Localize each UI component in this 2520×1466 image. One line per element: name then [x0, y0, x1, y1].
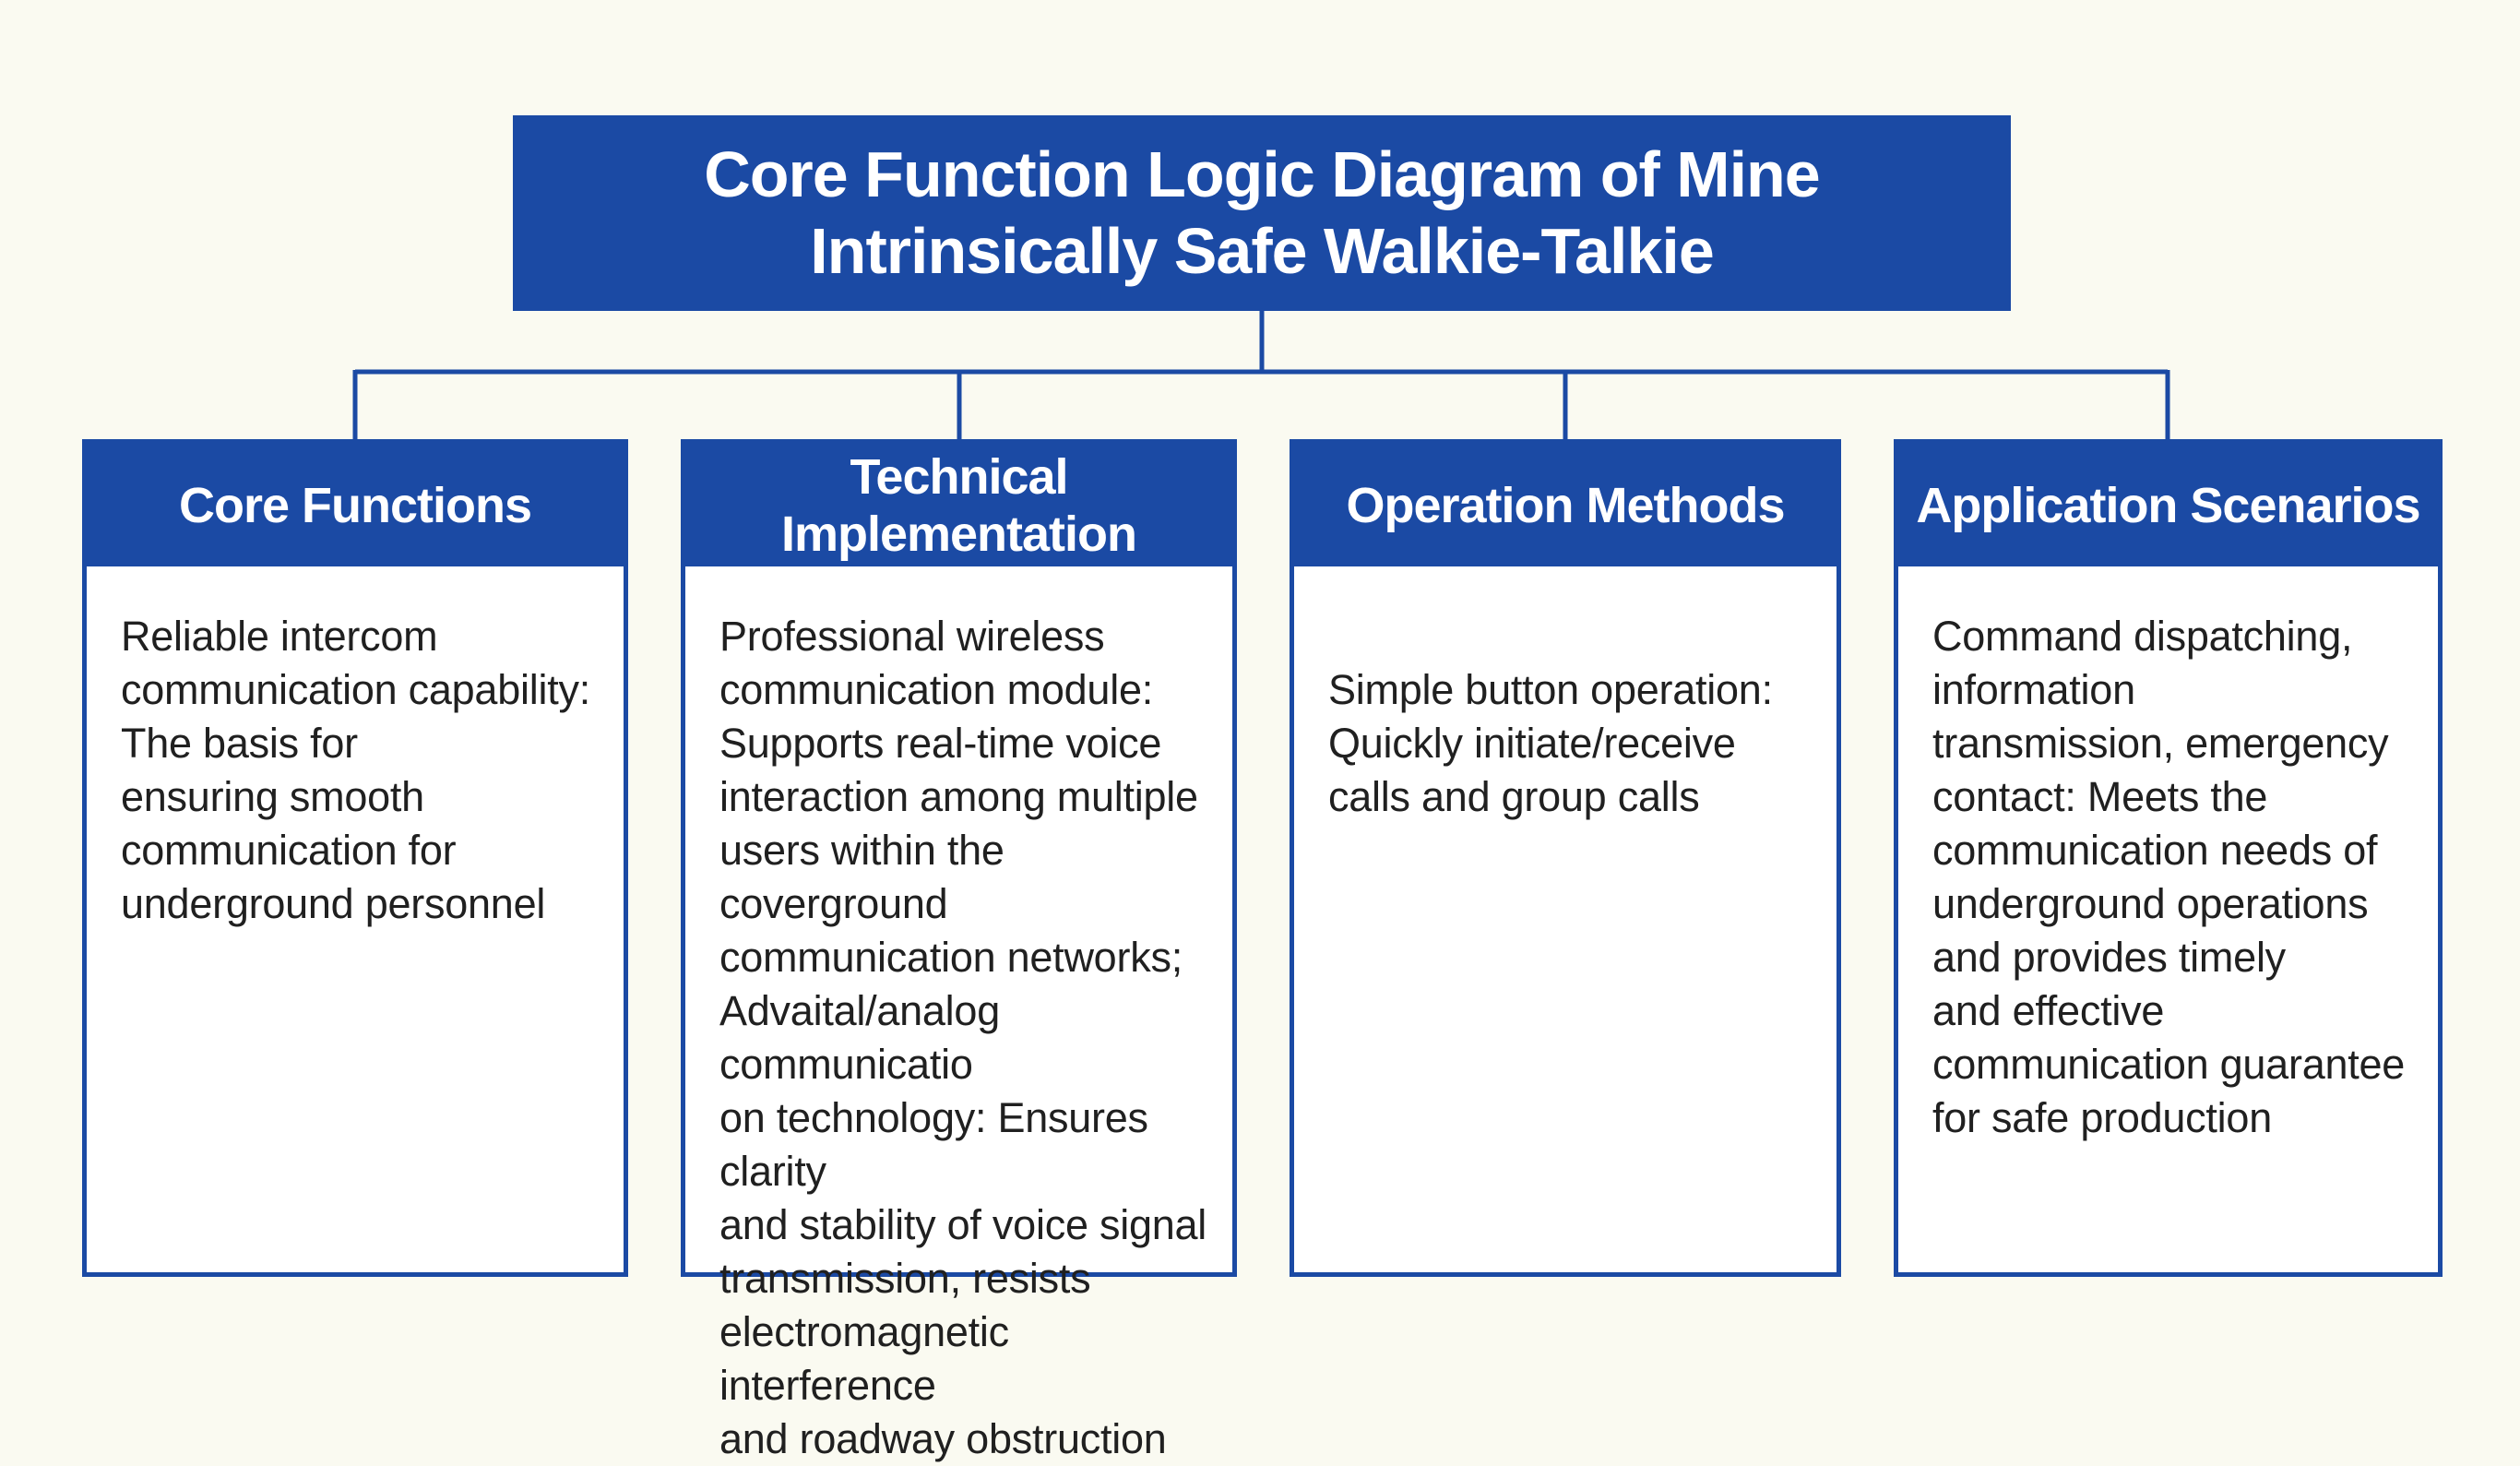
column-header-application-scenarios: Application Scenarios — [1898, 444, 2438, 566]
column-technical-implementation — [681, 439, 1237, 1462]
column-core-functions — [82, 439, 628, 1277]
column-header-operation-methods: Operation Methods — [1294, 444, 1837, 566]
column-body-operation-methods: Simple button operation: Quickly initiate/receive calls and group calls — [1328, 666, 1773, 820]
column-body-application-scenarios: Command dispatching, information transmission, emergency contact: Meets the communication needs of underground operations and provides timely and effective communication guarantee for safe production — [1932, 613, 2406, 1141]
column-body-core-functions: Reliable intercom communication capability: The basis for ensuring smooth communication for underground personnel — [121, 613, 590, 927]
column-header-technical-implementation: Technical Implementation — [685, 444, 1232, 566]
column-operation-methods — [1290, 439, 1841, 1277]
column-application-scenarios — [1894, 439, 2443, 1277]
diagram-title-box — [513, 115, 2011, 311]
diagram-title: Core Function Logic Diagram of Mine Intrinsically Safe Walkie-Talkie — [704, 138, 1820, 287]
column-body-technical-implementation: Professional wireless communication module: Supports real-time voice interaction among multiple users within the coverground communication networks; Advaital/analog communicatio on technology: Ensures clarity and stability of voice signal transmission, resists electromagnetic interference and roadway obstruction — [719, 613, 1207, 1462]
column-header-core-functions: Core Functions — [87, 444, 624, 566]
